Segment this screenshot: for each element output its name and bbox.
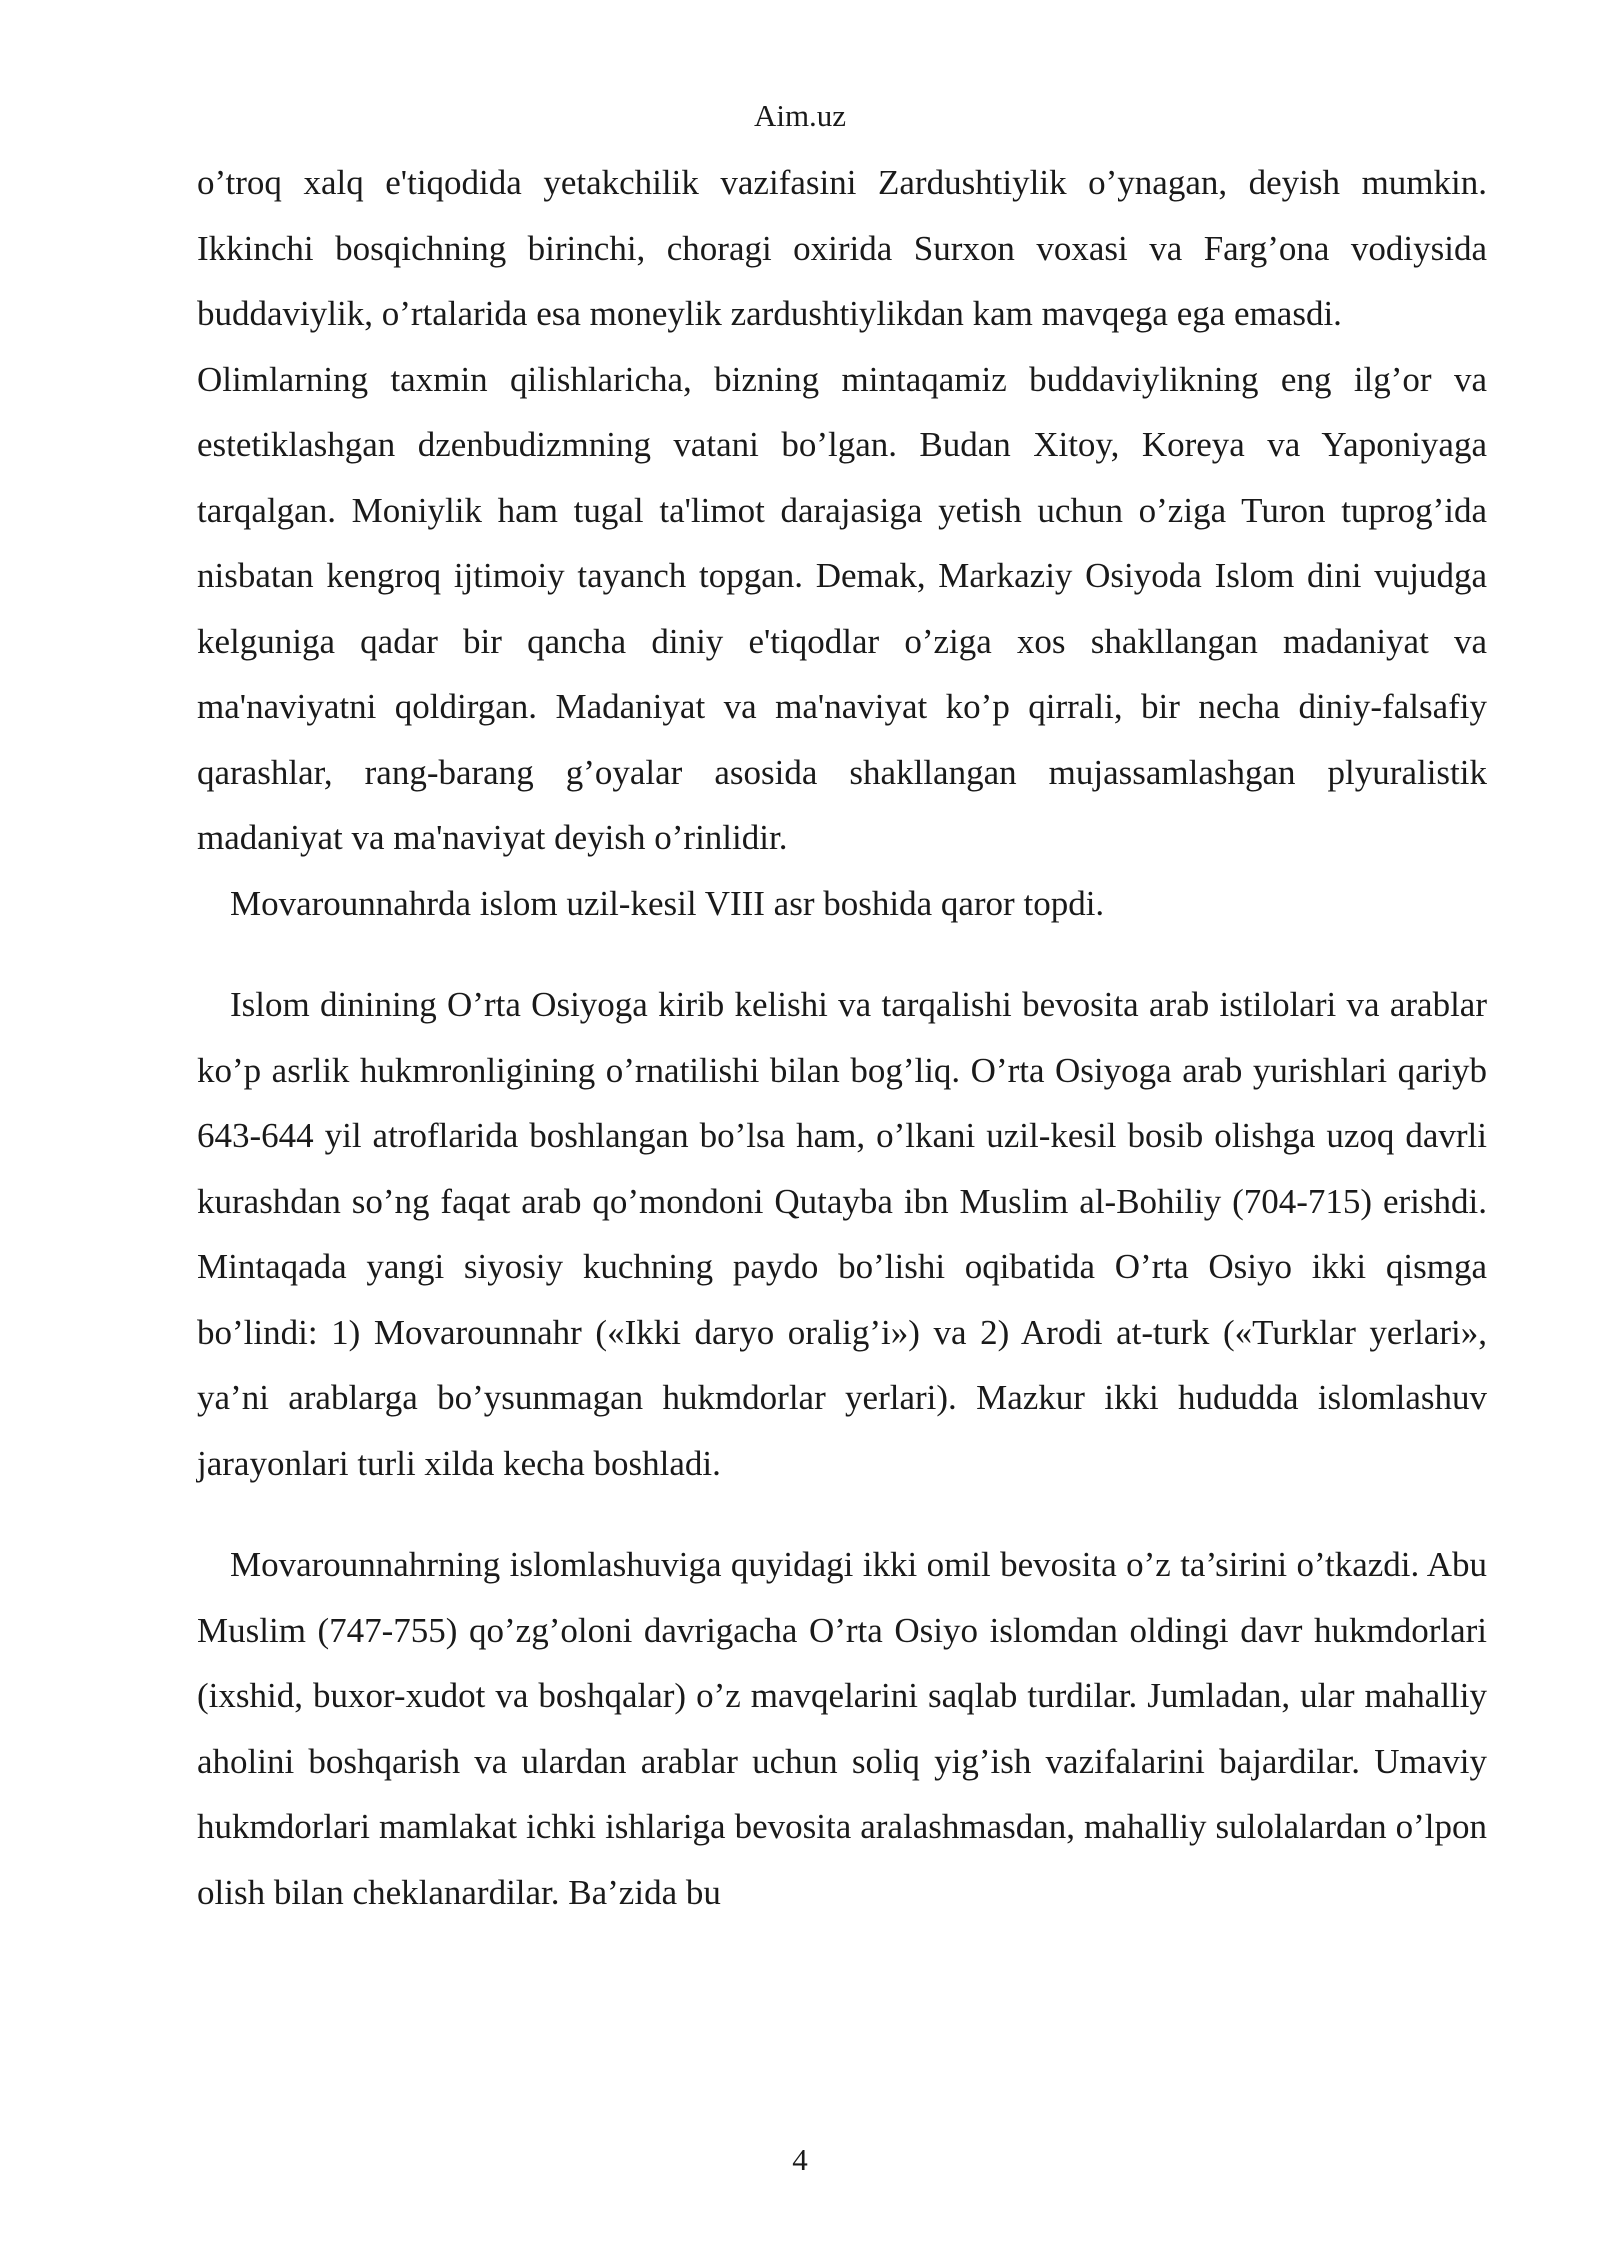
paragraph-4: Islom dinining O’rta Osiyoga kirib kelishi va tarqalishi bevosita arab istilolari va arablar ko’p asrlik hukmronligining o’rnatilishi bilan bog’liq. O’rta Osiyoga arab yurishlari qariyb 643-644 yil atroflarida boshlangan bo’lsa ham, o’lkani uzil-kesil bosib olishga uzoq davrli kurashdan so’ng faqat arab qo’mondoni Qutayba ibn Muslim al-Bohiliy (704-715) erishdi. Mintaqada yangi siyosiy kuchning paydo bo’lishi oqibatida O’rta Osiyo ikki qismga bo’lindi: 1) Movarounnahr («Ikki daryo oralig’i») va 2) Arodi at-turk («Turklar yerlari», ya’ni arablarga bo’ysunmagan hukmdorlar yerlari). Mazkur ikki hududda islomlashuv jarayonlari turli xilda kecha boshladi. [197, 985, 1487, 1483]
page-header: Aim.uz [753, 98, 847, 133]
paragraph-2: Olimlarning taxmin qilishlaricha, bizning mintaqamiz buddaviylikning eng ilg’or va estetiklashgan dzenbudizmning vatani bo’lgan. Budan Xitoy, Koreya va Yaponiyaga tarqalgan. Moniylik ham tugal ta'limot darajasiga yetish uchun o’ziga Turon tuprog’ida nisbatan kengroq ijtimoiy tayanch topgan. Demak, Markaziy Osiyoda Islom dini vujudga kelguniga qadar bir qancha diniy e'tiqodlar o’ziga xos shakllangan madaniyat va ma'naviyatni qoldirgan. Madaniyat va ma'naviyat ko’p qirrali, bir necha diniy-falsafiy qarashlar, rang-barang g’oyalar asosida shakllangan mujassamlashgan plyuralistik madaniyat va ma'naviyat deyish o’rinlidir. [197, 359, 1487, 857]
paragraph-1: o’troq xalq e'tiqodida yetakchilik vazifasini Zardushtiylik o’ynagan, deyish mumkin. Ikkinchi bosqichning birinchi, choragi oxirida Surxon voxasi va Farg’ona vodiysida buddaviylik, o’rtalarida esa moneylik zardushtiylikdan kam mavqega ega emasdi. [197, 163, 1487, 333]
paragraph-5: Movarounnahrning islomlashuviga quyidagi ikki omil bevosita o’z ta’sirini o’tkazdi. Abu Muslim (747-755) qo’zg’oloni davrigacha O’rta Osiyo islomdan oldingi davr hukmdorlari (ixshid, buxor-xudot va boshqalar) o’z mavqelarini saqlab turdilar. Jumladan, ular mahalliy aholini boshqarish va ulardan arablar uchun soliq yig’ish vazifalarini bajardilar. Umaviy hukmdorlari mamlakat ichki ishlariga bevosita aralashmasdan, mahalliy sulolalardan o’lpon olish bilan cheklanardilar. Ba’zida bu [197, 1545, 1487, 1912]
paragraph-3: Movarounnahrda islom uzil-kesil VIII asr boshida qaror topdi. [230, 883, 1105, 923]
page-number: 4 [792, 2142, 808, 2177]
document-body [197, 150, 1487, 1925]
